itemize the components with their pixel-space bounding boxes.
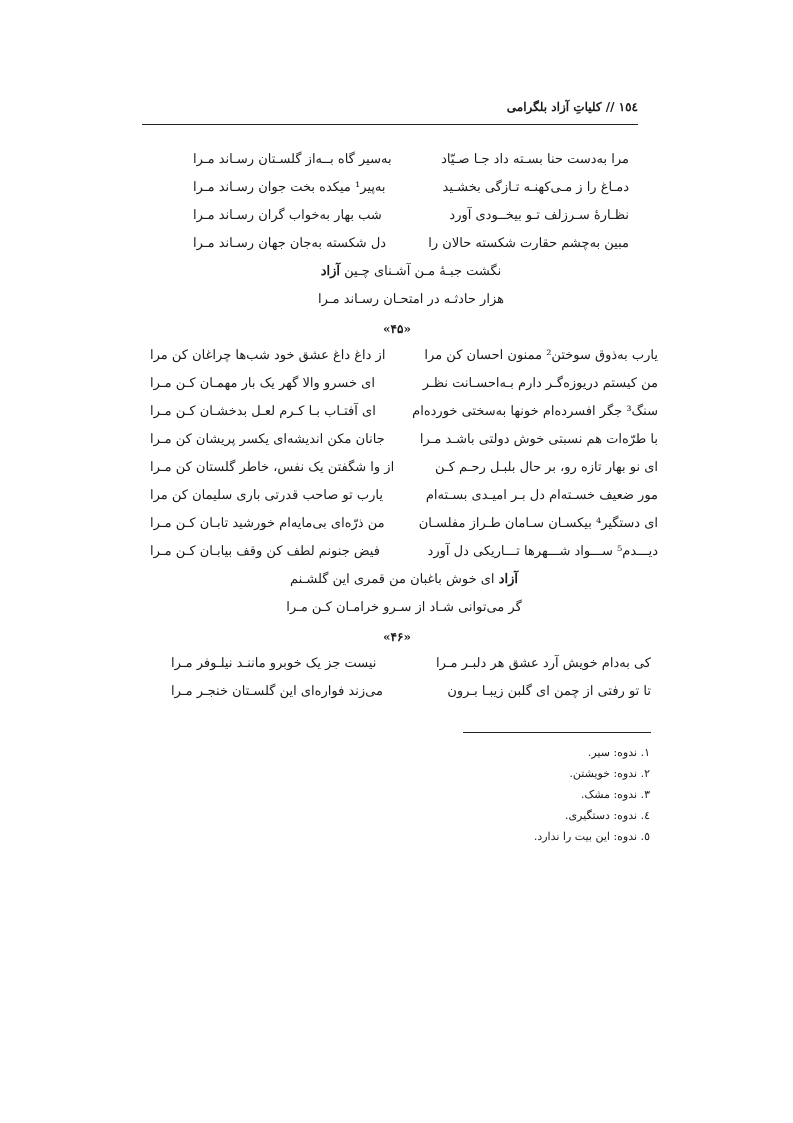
beyt — [150, 454, 658, 482]
beyt — [150, 398, 658, 426]
hemistich-left: به‌سیر گاه بــه‌از گلسـتان رسـاند مـرا — [193, 152, 392, 167]
hemistich-left: جانان مکن اندیشه‌ای یکسر پریشان کن مـرا — [150, 432, 385, 447]
hemistich-left: ای خسرو والا گهر یک بار مهمـان کـن مـرا — [150, 376, 375, 391]
poet-name: آزاد — [320, 264, 341, 279]
closing-line: هزار حادثـه در امتحـان رسـاند مـرا — [318, 292, 504, 307]
hemistich-right: با طرّه‌ات هم نسبتی خوش دولتی باشـد مـرا — [419, 432, 658, 447]
hemistich-left: یارب تو صاحب قدرتی باری سلیمان کن مرا — [150, 488, 383, 503]
beyt — [150, 482, 658, 510]
hemistich-left: می‌زند فواره‌ای این گلسـتان خنجـر مـرا — [171, 684, 383, 699]
closing-line: نگشت جبـهٔ مـن آشـنای چـین آزاد — [320, 264, 502, 279]
poet-name: آزاد — [498, 572, 518, 587]
hemistich-right: تا تو رفتی از چمن ای گلبن زیبـا بـرون — [447, 684, 651, 699]
footnote: ٣. ندوه: مشک. — [580, 788, 650, 801]
beyt — [193, 230, 629, 258]
footnote-divider — [463, 732, 651, 733]
footnote: ٤. ندوه: دستگیری. — [564, 809, 650, 822]
page-header — [142, 96, 638, 125]
ghazal-number-title: «۴۵» — [383, 322, 411, 336]
hemistich-right: مبین به‌چشم حقارت شکسته حالان را — [428, 236, 629, 251]
beyt — [150, 370, 658, 398]
footnote: ٢. ندوه: خویشتن. — [569, 767, 650, 780]
hemistich-left: دل شکسته به‌جان جهان رسـاند مـرا — [193, 236, 387, 251]
beyt — [150, 538, 658, 566]
footnotes — [534, 742, 650, 847]
hemistich-right: ای نو بهار تازه رو، بر حال بلبـل رحـم کـن — [435, 460, 658, 475]
hemistich-left: به‌پیر¹ میکده بخت جوان رسـاند مـرا — [193, 180, 386, 195]
hemistich-right: مور ضعیف خسـته‌ام دل بـر امیـدی بسـته‌ام — [425, 488, 658, 503]
beyt — [171, 678, 651, 706]
hemistich-left: ای آفتـاب بـا کـرم لعـل بدخشـان کـن مـرا — [150, 404, 376, 419]
poem-block-continued — [193, 146, 629, 314]
closing-line: آزاد ای خوش باغبان من قمری این گلشـنم — [290, 572, 518, 587]
running-header: ١٥٤ // کلیاتِ آزاد بلگرامی — [506, 100, 638, 114]
hemistich-left: از وا شگفتن یک نفس، خاطر گلستان کن مـرا — [150, 460, 395, 475]
hemistich-right: ای دستگیر⁴ بیکسـان سـامان طـراز مفلسـان — [418, 516, 658, 531]
hemistich-left: نیست جز یک خوبرو ماننـد نیلـوفر مـرا — [171, 656, 377, 671]
beyt — [150, 426, 658, 454]
hemistich-right: کی به‌دام خویش آرد عشق هر دلبـر مـرا — [435, 656, 651, 671]
hemistich-right: یارب به‌ذوق سوختن² ممنون احسان کن مرا — [424, 348, 658, 363]
ghazal-number-title: «۴۶» — [383, 630, 411, 644]
beyt — [193, 202, 629, 230]
hemistich-right: دمـاغ را ز مـی‌کهنـه تـازگی بخشـید — [442, 180, 629, 195]
hemistich-left: از داغ داغ عشق خود شب‌ها چراغان کن مرا — [150, 348, 386, 363]
hemistich-left: شب بهار به‌خواب گران رسـاند مـرا — [193, 208, 382, 223]
beyt — [171, 650, 651, 678]
beyt — [150, 342, 658, 370]
closing-line: گر می‌توانی شـاد از سـرو خرامـان کـن مـرا — [286, 600, 522, 615]
hemistich-right: سنگ³ جگر افسرده‌ام خونها به‌سختی خورده‌ام — [412, 404, 658, 419]
footnote: ٥. ندوه: این بیت را ندارد. — [533, 830, 650, 843]
footnote: ١. ندوه: سیر. — [587, 746, 650, 759]
beyt — [193, 174, 629, 202]
hemistich-right: مرا به‌دست حنا بسـته داد جـا صـیّاد — [441, 152, 629, 167]
ghazal-46 — [171, 650, 651, 706]
hemistich-right: من کیستم دریوزه‌گـر دارم بـه‌احسـانت نظـر — [422, 376, 658, 391]
beyt — [150, 510, 658, 538]
hemistich-right: دیـــدم⁵ ســـواد شـــهرها تـــاریکی دل آورد — [427, 544, 658, 559]
beyt — [193, 146, 629, 174]
hemistich-left: فیض جنونم لطف کن وقف بیابـان کـن مـرا — [150, 544, 380, 559]
hemistich-left: من ذرّه‌ای بی‌مایه‌ام خورشید تابـان کـن مـرا — [150, 516, 385, 531]
hemistich-right: نظـارهٔ سـرزلف تـو بیخــودی آورد — [449, 208, 629, 223]
ghazal-45 — [150, 342, 658, 622]
